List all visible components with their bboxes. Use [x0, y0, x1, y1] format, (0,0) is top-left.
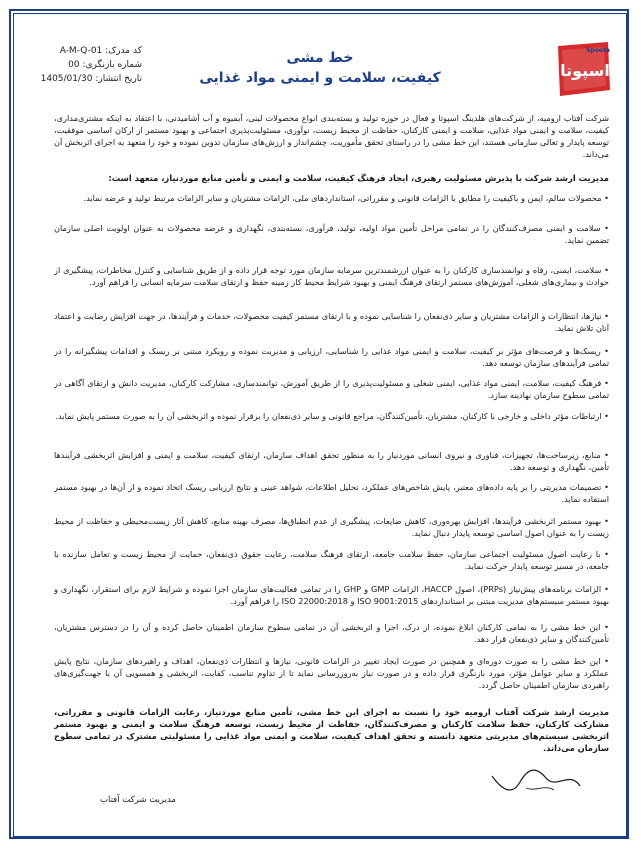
issue-date: تاریخ انتشار: 1405/01/30 [40, 74, 142, 84]
commitment-item: • بهبود مستمر اثربخشی فرآیندها، افزایش بهره‌وری، کاهش ضایعات، پیشگیری از عدم انطباق‌ها، مصرف بهینه منابع، کاهش آثار زیست‌محیطی و حفاظت از محیط زیست را به عنوان اصول اساسی توسعه پایدار دنبال نماید. [54, 516, 609, 538]
doc-code: کد مدرک: A-M-Q-01 [59, 46, 142, 56]
revision-number: شماره بازنگری: 00 [68, 60, 142, 70]
intro-paragraph: شرکت آفتاب ارومیه، از شرکت‌های هلدینگ اسپوتا و فعال در حوزه تولید و بسته‌بندی انواع محصولات لبنی، آبمیوه و آب آشامیدنی، با اعتقاد به اینکه مشتری‌مداری، کیفیت، سلامت و ایمنی مواد غذایی، سلامت و ایمنی کارکنان، حفاظت از محیط زیست، نوآوری، مسئولیت‌پذیری اجتماعی و بهبود مستمر از ارکان اساسی موفقیت، توسعه پایدار و تعالی سازمانی هستند، این خط مشی را در راستای تحقق مأموریت، چشم‌انداز و ارزش‌های سازمان تدوین نموده و خود را متعهد به اجرای اثربخش آن می‌داند. [54, 113, 609, 159]
logo-text-en: Spoota [586, 47, 610, 54]
commitment-item: • منابع، زیرساخت‌ها، تجهیزات، فناوری و نیروی انسانی موردنیاز را به منظور تحقق اهداف سازمان، ارتقای کیفیت، سلامت و ایمنی و افزایش اثربخشی فرآیندها تأمین، نگهداری و توسعه دهد. [54, 450, 609, 472]
commitment-item: • این خط مشی را به تمامی کارکنان ابلاغ نموده، از درک، اجرا و اثربخشی آن در تمامی سطوح سازمان اطمینان حاصل کرده و آن را در دسترس مشتریان، تأمین‌کنندگان و سایر ذی‌نفعان قرار دهد. [54, 622, 609, 644]
signature-label: مدیریت شرکت آفتاب [100, 795, 176, 805]
commitment-item: • سلامت و ایمنی مصرف‌کنندگان را در تمامی مراحل تأمین مواد اولیه، تولید، فرآوری، بسته‌بندی، نگهداری و عرضه محصولات به عنوان اولویت اصلی سازمان تضمین نماید. [54, 223, 609, 245]
commitment-item: • با رعایت اصول مسئولیت اجتماعی سازمان، حفظ سلامت جامعه، ارتقای فرهنگ سلامت، رعایت حقوق ذی‌نفعان، حمایت از محیط زیست و تعامل سازنده با جامعه، در مسیر توسعه پایدار حرکت نماید. [54, 549, 609, 571]
page-subtitle: کیفیت، سلامت و ایمنی مواد غذایی [199, 70, 441, 86]
logo-text-fa: اسپوتا [560, 61, 610, 80]
commitment-item: • تصمیمات مدیریتی را بر پایه داده‌های معتبر، پایش شاخص‌های عملکرد، تحلیل اطلاعات، شواهد عینی و نتایج ارزیابی ریسک اتخاذ نموده و از آن‌ها در بهبود مستمر استفاده نماید. [54, 482, 609, 504]
commitment-heading: مدیریت ارشد شرکت با پذیرش مسئولیت رهبری، ایجاد فرهنگ کیفیت، سلامت و ایمنی و تأمین منابع موردنیاز، متعهد است: [108, 173, 609, 183]
commitment-item: • نیازها، انتظارات و الزامات مشتریان و سایر ذی‌نفعان را شناسایی نموده و با ارتقای مستمر کیفیت محصولات، خدمات و فرآیندها، در جهت افزایش رضایت و اعتماد آنان تلاش نماید. [54, 311, 609, 333]
page-title: خط مشی [286, 50, 354, 66]
commitment-item: • ریسک‌ها و فرصت‌های مؤثر بر کیفیت، سلامت و ایمنی مواد غذایی را شناسایی، ارزیابی و مدیریت نموده و رویکرد مبتنی بر ریسک و اقدامات پیشگیرانه را در تمامی فرآیندهای سازمان توسعه دهد. [54, 346, 609, 368]
commitment-item: • این خط مشی را به صورت دوره‌ای و همچنین در صورت ایجاد تغییر در الزامات قانونی، نیازها و انتظارات ذی‌نفعان، اهداف و راهبردهای سازمان، نتایج پایش عملکرد و سایر عوامل مؤثر، مورد بازنگری قرار داده و در صورت نیاز به‌روزرسانی نماید تا از تداوم تناسب، کفایت، اثربخشی و همسویی آن با جهت‌گیری‌های راهبردی سازمان اطمینان حاصل گردد. [54, 656, 609, 690]
commitment-item: • محصولات سالم، ایمن و باکیفیت را مطابق با الزامات قانونی و مقرراتی، استانداردهای ملی، الزامات مشتریان و سایر الزامات مرتبط تولید و عرضه نماید. [83, 193, 609, 203]
commitment-item: • سلامت، ایمنی، رفاه و توانمندسازی کارکنان را به عنوان ارزشمندترین سرمایه سازمان مورد توجه قرار داده و از طریق شناسایی و کنترل مخاطرات، پیشگیری از حوادث و بیماری‌های شغلی، آموزش‌های مستمر ارتقای فرهنگ ایمنی و بهبود شرایط محیط کار زمینه حفظ و ارتقای سلامت سرمایه انسانی را فراهم آورد. [54, 265, 609, 287]
signature [484, 764, 594, 796]
commitment-item: • فرهنگ کیفیت، سلامت، ایمنی مواد غذایی، ایمنی شغلی و مسئولیت‌پذیری را از طریق آموزش، توانمندسازی، مشارکت کارکنان، مدیریت دانش و ارتقای آگاهی در تمامی سطوح سازمان نهادینه سازد. [54, 378, 609, 400]
commitment-item: • ارتباطات مؤثر داخلی و خارجی با کارکنان، مشتریان، تأمین‌کنندگان، مراجع قانونی و سایر ذی‌نفعان را برقرار نموده و اثربخشی آن را به صورت مستمر پایش نماید. [55, 411, 609, 421]
closing-paragraph: مدیریت ارشد شرکت آفتاب ارومیه خود را نسبت به اجرای این خط مشی، تأمین منابع موردنیاز، رعایت الزامات قانونی و مقرراتی، مشارکت کارکنان، حفظ سلامت کارکنان و مصرف‌کنندگان، حفاظت از محیط زیست، توسعه فرهنگ سلامت و ایمنی و بهبود مستمر اثربخشی سیستم‌های مدیریتی متعهد دانسته و تحقق اهداف کیفیت، سلامت و ایمنی مواد غذایی را مسئولیتی مشترک در تمامی سطوح سازمان می‌داند. [54, 707, 609, 753]
commitment-item: • الزامات برنامه‌های پیش‌نیاز (PRPs)، اصول HACCP، الزامات GMP و GHP را در تمامی فعالیت‌های سازمان اجرا نموده و شرایط لازم برای استقرار، نگهداری و بهبود مستمر سیستم‌های مدیریت مبتنی بر استانداردهای ISO 9001:2015 و ISO 22000:2018 را فراهم آورد. [54, 584, 609, 606]
spoota-logo [552, 38, 616, 100]
